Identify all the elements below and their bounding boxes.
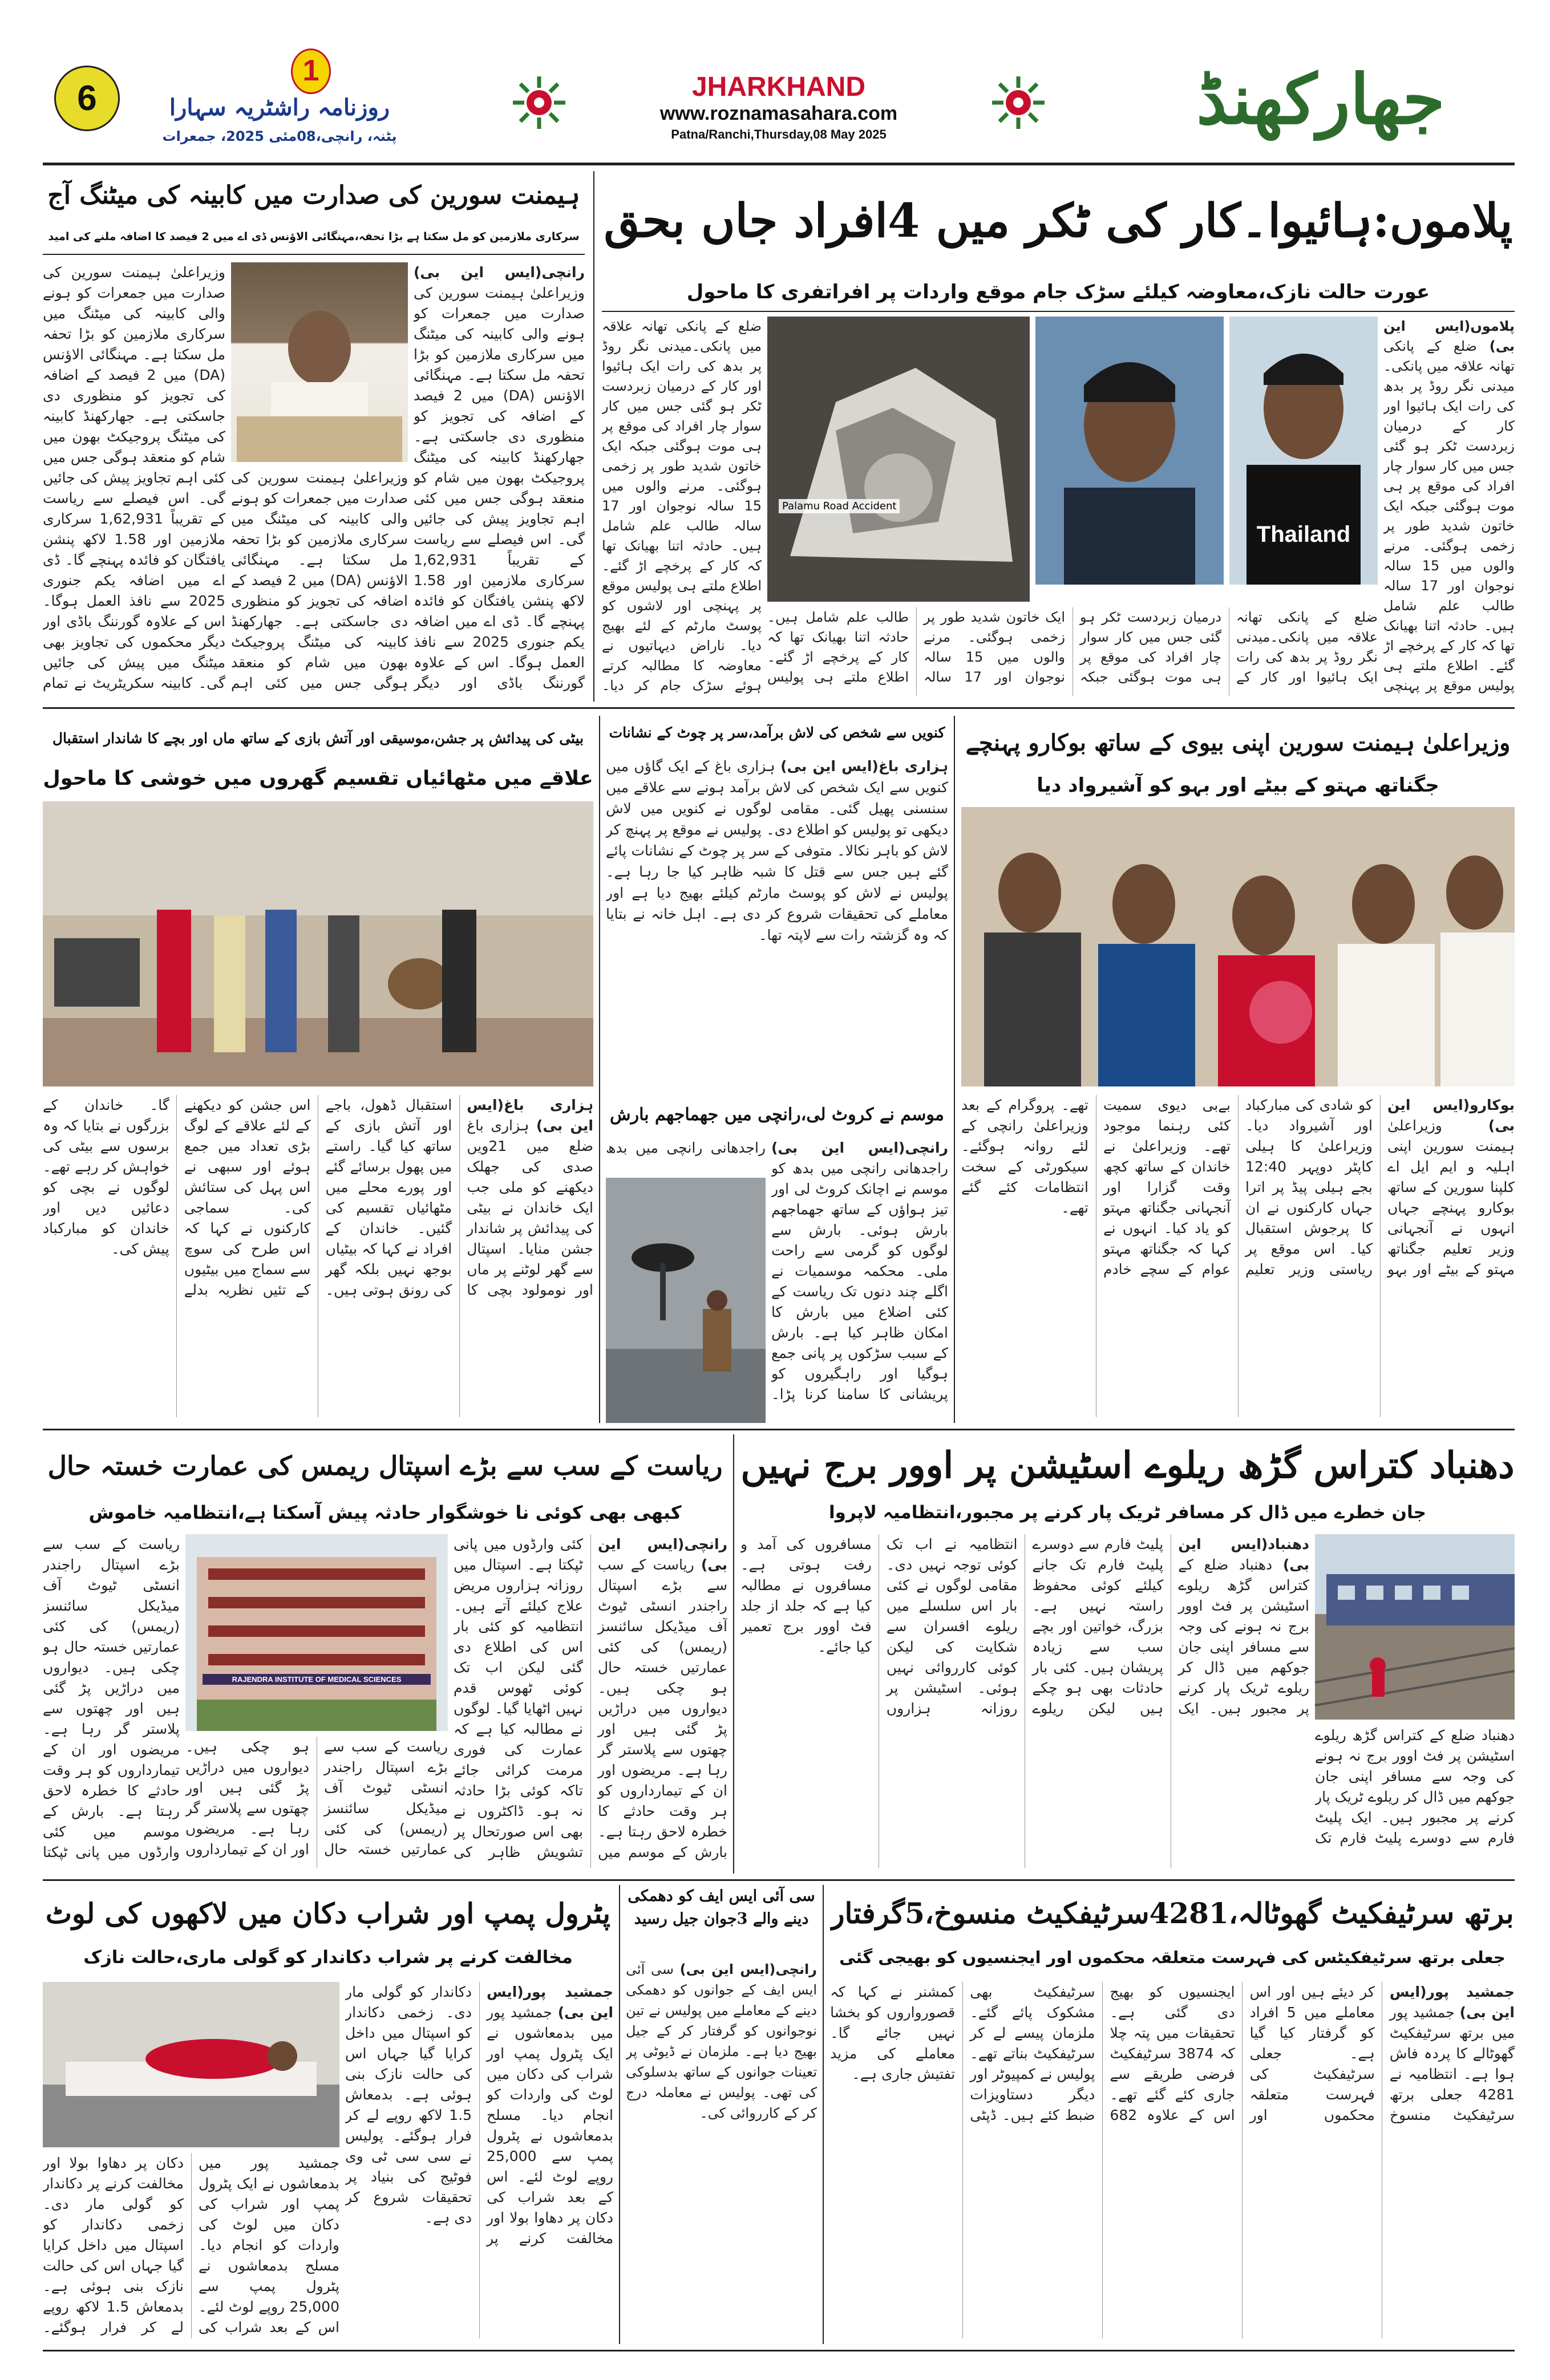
story-weather [606,1095,948,1423]
headline: موسم نے کروٹ لی،رانچی میں جھماجھم بارش [610,1105,944,1125]
row-rule [43,1429,1515,1430]
article-text: ہزاری باغ ضلع میں 21ویں صدی کی جھلک دیکھنے کو ملی جب ایک خاندان نے بیٹی کی پیدائش پر شاندار جشن منایا۔ اسپتال سے گھر لوٹنے پر ماں اور نومولود بچی کا استقبال ڈھول، باجے اور آتش بازی کے ساتھ کیا گیا۔ راستے میں پھول برسائے گئے اور پورے محلے میں مٹھائیاں تقسیم کی گئیں۔ خاندان کے افراد نے کہا کہ بیٹیاں بوجھ نہیں بلکہ گھر کی رونق ہوتی ہیں۔ اس جشن کو دیکھنے کے لئے علاقے کے لوگ بڑی تعداد میں جمع ہوئے اور سبھی نے اس پہل کی ستائش کی۔ سماجی کارکنوں نے کہا کہ اس طرح کی سوچ سے سماج میں بیٹیوں کے تئیں نظریہ بدلے گا۔ خاندان کے بزرگوں نے بتایا کہ وہ برسوں سے بیٹی کی خواہش کر رہے تھے۔ لوگوں نے بچی کو دعائیں دیں اور خاندان کو مبارکباد پیش کی۔ [43,1097,593,1298]
dateline: جمشید پور(ایس این بی) [487,1984,613,2021]
dateline: رانچی(ایس این بی) [598,1536,727,1573]
article-body [43,1095,593,1417]
headline: ہیمنت سورین کی صدارت میں کابینہ کی میٹنگ آج [47,181,580,210]
column-rule [593,171,594,702]
dateline: ہزاری باغ(ایس این بی) [780,758,948,775]
column-rule [733,1434,734,1874]
logo-wordmark: روزنامہ راشٹریہ سہارا [169,94,390,121]
story-certificate [830,1885,1515,2344]
cm-family-photo [961,807,1515,1086]
story-hospital [43,1434,727,1874]
subhead: جان خطرے میں ڈال کر مسافر ٹریک پار کرنے پر مجبور،انتظامیہ لاپروا [829,1502,1426,1523]
masthead-dateline-urdu: پٹنہ، رانچی،08مئی 2025، جمعرات [162,128,397,144]
article-body [961,1095,1515,1417]
article-body [740,1534,1309,1868]
article-text: سی آئی ایس ایف کے جوانوں کو دھمکی دینے کے معاملے میں پولیس نے تین نوجوانوں کو گرفتار کر کے جیل بھیج دیا ہے۔ ملزمان نے ڈیوٹی پر تعینات جوانوں کے ساتھ بدسلوکی کی تھی۔ پولیس نے معاملہ درج کر کے کارروائی کی۔ [626,1961,817,2121]
article-text-continued: ریاست کے سب سے بڑے اسپتال راجندر انسٹی ٹیوٹ آف میڈیکل سائنسز (ریمس) کی کئی عمارتیں خستہ حال ہو چکی ہیں۔ دیواروں میں دراڑیں پڑ گئی ہیں اور چھتوں سے پلاستر گر رہا ہے۔ مریضوں اور ان کے تیمارداروں کو ہر وقت حادثے کا خطرہ لاحق رہتا ہے۔ بارش کے موسم میں کئی وارڈوں میں پانی ٹپکتا [43,1536,180,1860]
headline: سی آئی ایس ایف کو دھمکی دینے والے 3جوان جیل رسید [628,1887,815,1928]
story-palamu [602,171,1515,702]
article-text: وزیراعلیٰ ہیمنت سورین کی صدارت میں جمعرات کو ہونے والی کابینہ کی میٹنگ میں سرکاری ملازمین کو بڑا تحفہ مل سکتا ہے۔ مہنگائی الاؤنس (DA) میں 2 فیصد کے اضافہ کی تجویز کو منظوری دی جاسکتی ہے۔ جھارکھنڈ کابینہ کی میٹنگ پروجیکٹ بھون میں شام کو منعقد ہوگی جس میں کئی اہم تجاویز پیش کی جائیں گی۔ اس فیصلے سے ریاست کے تقریباً 1,62,931 سرکاری ملازمین اور 1.58 لاکھ پنشن یافتگان کو فائدہ پہنچے گا۔ ڈی اے میں اضافہ یکم جنوری 2025 سے نافذ العمل ہوگا۔ اس کے علاوہ گورننگ باڈی اور دیگر [414,285,585,691]
logo-one-icon: 1 [291,48,331,94]
dateline-en: Patna/Ranchi,Thursday,08 May 2025 [671,127,887,141]
article-body-under-photo [231,468,408,696]
victim-hospital-photo [43,1982,339,2147]
article-text: وزیراعلیٰ ہیمنت سورین اپنی اہلیہ و ایم ایل اے کلپنا سورین کے ساتھ بوکارو پہنچے جہاں انہوں نے آنجہانی وزیر تعلیم جگناتھ مہتو کے بیٹے اور بہو کو شادی کی مبارکباد اور آشیرواد دیا۔ وزیراعلیٰ کا ہیلی کاپٹر دوپہر 12:40 بجے ہیلی پیڈ پر اترا جہاں کارکنوں نے ان کا پرجوش استقبال کیا۔ اس موقع پر ریاستی وزیر تعلیم بےبی دیوی سمیت کئی رہنما موجود تھے۔ وزیراعلیٰ نے خاندان کے ساتھ کچھ وقت گزارا اور آنجہانی جگناتھ مہتو کو یاد کیا۔ انہوں نے کہا کہ جگناتھ مہتو عوام کے سچے خادم تھے۔ پروگرام کے بعد وزیراعلیٰ رانچی کے لئے روانہ ہوگئے۔ سیکورٹی کے سخت انتظامات کئے گئے تھے۔ [961,1097,1515,1278]
masthead [43,43,1515,157]
row-rule [43,707,1515,709]
subhead: کبھی بھی کوئی نا خوشگوار حادثہ پیش آسکتا ہے،انتظامیہ خاموش [88,1502,682,1523]
dateline: بوکارو(ایس این بی) [1387,1097,1515,1134]
headline: ریاست کے سب سے بڑے اسپتال ریمس کی عمارت خستہ حال [47,1450,723,1481]
tshirt-text: Thailand [1256,522,1351,547]
article-text: ریاست کے سب سے بڑے اسپتال راجندر انسٹی ٹیوٹ آف میڈیکل سائنسز (ریمس) کی کئی عمارتیں خستہ حال ہو چکی ہیں۔ دیواروں میں دراڑیں پڑ گئی ہیں اور چھتوں سے پلاستر گر رہا ہے۔ مریضوں اور ان کے تیمارداروں کو ہر وقت حادثے کا خطرہ لاحق رہتا ہے۔ بارش کے موسم میں کئی وارڈوں میں پانی ٹپکتا ہے۔ اسپتال میں روزانہ ہزاروں مریض علاج کیلئے آتے ہیں۔ انتظامیہ کو کئی بار اس کی اطلاع دی گئی لیکن اب تک کوئی ٹھوس قدم نہیں اٹھایا گیا۔ لوگوں نے مطالبہ کیا ہے کہ عمارت کی فوری مرمت کرائی جائے تاکہ کوئی بڑا حادثہ نہ ہو۔ ڈاکٹروں نے بھی اس صورتحال پر تشویش ظاہر کی [454,1536,727,1860]
article-text-top: راجدھانی رانچی میں بدھ [606,1140,766,1156]
story-arrest [626,1885,817,2344]
accident-photo [767,317,1030,602]
subhead: علاقے میں مٹھائیاں تقسیم گھروں میں خوشی کا ماحول [43,767,593,790]
region-title-en: JHARKHAND [691,72,865,102]
headline: برتھ سرٹیفکیٹ گھوٹالہ،4281سرٹیفکیٹ منسوخ،5گرفتار [831,1896,1514,1930]
story-cm-bokaro [961,716,1515,1423]
subhead: عورت حالت نازک،معاوضہ کیلئے سڑک جام موقع واردات پر افراتفری کا ماحول [686,281,1430,303]
column-rule [823,1885,824,2344]
article-body [771,1138,948,1423]
region-title-urdu: جھارکھنڈ [1196,59,1445,140]
article-body-left [43,1534,180,1868]
article-body-right [345,1982,613,2338]
article-body-top [606,1138,766,1175]
article-text-continued: جمشید پور میں بدمعاشوں نے ایک پٹرول پمپ اور شراب کی دکان میں لوٹ کی واردات کو انجام دیا۔ مسلح بدمعاشوں نے پٹرول پمپ سے 25,000 روپے لوٹ لئے۔ اس کے بعد شراب کی دکان پر دھاوا بولا اور مخالفت کرنے پر دکاندار کو گولی مار دی۔ زخمی دکاندار کو اسپتال میں داخل کرایا گیا جہاں اس کی حالت نازک بنی ہوئی ہے۔ بدمعاش 1.5 لاکھ روپے لے کر فرار ہوگئے۔ [43,2155,339,2336]
website-url: www.roznamasahara.com [659,103,898,124]
article-body [606,756,948,1092]
article-text-under-photo: ریاست کے سب سے بڑے اسپتال راجندر انسٹی ٹیوٹ آف میڈیکل سائنسز (ریمس) کی کئی عمارتیں خستہ حال ہو چکی ہیں۔ دیواروں میں دراڑیں پڑ گئی ہیں اور چھتوں سے پلاستر گر رہا ہے۔ مریضوں اور ان کے تیمارداروں [185,1738,448,1858]
headline: پلاموں:ہائیوا۔کار کی ٹکر میں 4افراد جاں بحق [604,194,1513,248]
headline: وزیراعلیٰ ہیمنت سورین اپنی بیوی کے ساتھ بوکارو پہنچے [965,729,1511,756]
bottom-rule [43,2350,1515,2351]
article-text: جمشید پور میں برتھ سرٹیفکیٹ گھوٹالے کا پردہ فاش ہوا ہے۔ انتظامیہ نے 4281 جعلی برتھ سرٹیفکیٹ منسوخ کر دیئے ہیں اور اس معاملے میں 5 افراد کو گرفتار کیا گیا ہے۔ جعلی سرٹیفکیٹ کی فہرست متعلقہ محکموں اور ایجنسیوں کو بھیج دی گئی ہے۔ تحقیقات میں پتہ چلا کہ 3874 سرٹیفکیٹ فرضی طریقے سے جاری کئے گئے تھے۔ اس کے علاوہ 682 سرٹیفکیٹ بھی مشکوک پائے گئے۔ ملزمان پیسے لے کر سرٹیفکیٹ بناتے تھے۔ پولیس نے کمپیوٹر اور دیگر دستاویزات ضبط کئے ہیں۔ ڈپٹی کمشنر نے کہا کہ قصورواروں کو بخشا نہیں جائے گا۔ معاملے کی مزید تفتیش جاری ہے۔ [830,1984,1515,2123]
dateline: پلاموں(ایس این بی) [1383,318,1515,354]
article-body-left [43,262,225,696]
story-cabinet [43,171,585,702]
cabinet-photo [231,262,408,462]
article-body-right [1383,317,1515,696]
photo-caption: Palamu Road Accident [779,499,900,513]
article-text-continued: ضلع کے پانکی تھانہ علاقہ میں پانکی۔میدنی نگر روڈ پر بدھ کی رات ایک ہائیوا اور کار کے درمیان زبردست ٹکر ہو گئی جس میں کار سوار چار افراد کی موقع پر ہی موت ہوگئی جبکہ ایک خاتون شدید طور پر زخمی ہوگئی۔ مرنے والوں میں 15 سالہ نوجوان اور 17 سالہ طالب علم شامل ہیں۔ حادثہ اتنا بھیانک تھا کہ کار کے پرخچے اڑ گئے۔ اطلاع ملتے ہی پولیس موقع پر پہنچی اور لاشوں کو پوسٹ مارٹم کے لئے بھیج دیا۔ ناراض دیہاتیوں نے معاوضہ کا مطالبہ کرتے ہوئے سڑک جام کر دیا۔ [602,318,762,694]
article-text-bottom: ضلع کے پانکی تھانہ علاقہ میں پانکی۔میدنی نگر روڈ پر بدھ کی رات ایک ہائیوا اور کار کے درمیان زبردست ٹکر ہو گئی جس میں کار سوار چار افراد کی موقع پر ہی موت ہوگئی جبکہ ایک خاتون شدید طور پر زخمی ہوگئی۔ مرنے والوں میں 15 سالہ نوجوان اور 17 سالہ طالب علم شامل ہیں۔ حادثہ اتنا بھیانک تھا کہ کار کے پرخچے اڑ گئے۔ اطلاع ملتے ہی پولیس [767,609,1378,685]
sahara-emblem-right [990,74,1047,131]
article-text-under-photo: دھنباد ضلع کے کتراس گڑھ ریلوے اسٹیشن پر فٹ اوور برج نہ ہونے کی وجہ سے مسافر اپنی جان جوکھم میں ڈال کر ریلوے ٹریک پار کرنے پر مجبور ہیں۔ ایک پلیٹ فارم سے دوسرے پلیٹ فارم تک [1315,1727,1515,1846]
dateline: جمشید پور(ایس این بی) [1389,1984,1515,2021]
article-body-bottom [767,607,1378,696]
article-body-right [454,1534,727,1868]
masthead-rule [43,163,1515,165]
article-text: جمشید پور میں بدمعاشوں نے ایک پٹرول پمپ اور شراب کی دکان میں لوٹ کی واردات کو انجام دیا۔ مسلح بدمعاشوں نے پٹرول پمپ سے 25,000 روپے لوٹ لئے۔ اس کے بعد شراب کی دکان پر دھاوا بولا اور مخالفت کرنے پر دکاندار کو گولی مار دی۔ زخمی دکاندار کو اسپتال میں داخل کرایا گیا جہاں اس کی حالت نازک بنی ہوئی ہے۔ بدمعاش 1.5 لاکھ روپے لے کر فرار ہوگئے۔ پولیس نے سی سی ٹی وی فوٹیج کی بنیاد پر تحقیقات شروع کر دی ہے۔ [345,1984,613,2247]
column-rule [619,1885,620,2344]
story-petrol [43,1885,613,2344]
hospital-photo [185,1534,448,1731]
headline: دھنباد کتراس گڑھ ریلوے اسٹیشن پر اوور برج نہیں [740,1444,1515,1487]
divider [43,254,585,255]
row-rule [43,1879,1515,1881]
dateline: رانچی(ایس این بی) [414,264,585,281]
sahara-logo [137,48,422,154]
column-rule [599,716,600,1423]
headline: کنویں سے شخص کی لاش برآمد،سر پر چوٹ کے نشانات [609,724,945,741]
subhead: جعلی برتھ سرٹیفکیٹس کی فہرست متعلقہ محکموں اور ایجنسیوں کو بھیجی گئی [839,1948,1506,1967]
article-text-continued: وزیراعلیٰ ہیمنت سورین کی صدارت میں جمعرات کو ہونے والی کابینہ کی میٹنگ میں سرکاری ملازمین کو بڑا تحفہ مل سکتا ہے۔ مہنگائی الاؤنس (DA) میں 2 فیصد کے اضافہ کی تجویز کو منظوری دی جاسکتی ہے۔ جھارکھنڈ کابینہ کی میٹنگ پروجیکٹ بھون میں شام کو منعقد ہوگی جس میں کئی اہم تجاویز پیش کی جائیں گی۔ اس فیصلے سے ریاست کے تقریباً 1,62,931 سرکاری ملازمین اور 1.58 لاکھ پنشن یافتگان کو فائدہ پہنچے گا۔ ڈی اے میں اضافہ یکم جنوری 2025 سے نافذ العمل ہوگا۔ اس کے علاوہ گورننگ باڈی اور دیگر محکموں کی تجاویز بھی میٹنگ میں پیش کی جائیں گی۔ کابینہ سکریٹریٹ نے تمام [43,264,225,691]
article-body-left [602,317,762,696]
dateline: رانچی(ایس این بی) [679,1961,817,1977]
subhead: مخالفت کرنے پر شراب دکاندار کو گولی ماری،حالت نازک [83,1947,573,1968]
article-body [830,1982,1515,2338]
article-body-right [414,262,585,696]
story-railway [740,1434,1515,1874]
page-number-badge: 6 [54,66,120,131]
article-body-under-photo [185,1737,448,1868]
article-text: دھنباد ضلع کے کتراس گڑھ ریلوے اسٹیشن پر فٹ اوور برج نہ ہونے کی وجہ سے مسافر اپنی جان جوکھم میں ڈال کر ریلوے ٹریک پار کرنے پر مجبور ہیں۔ ایک پلیٹ فارم سے دوسرے پلیٹ فارم تک جانے کیلئے کوئی محفوظ راستہ نہیں ہے۔ بزرگ، خواتین اور بچے سب سے زیادہ پریشان ہیں۔ کئی بار حادثات بھی ہو چکے ہیں لیکن ریلوے انتظامیہ نے اب تک کوئی توجہ نہیں دی۔ مقامی لوگوں نے کئی بار اس سلسلے میں ریلوے افسران سے شکایت کی لیکن کوئی کارروائی نہیں ہوئی۔ اسٹیشن پر روزانہ ہزاروں مسافروں کی آمد و رفت ہوتی ہے۔ مسافروں نے مطالبہ کیا ہے کہ جلد از جلد فٹ اوور برج تعمیر کیا جائے۔ [740,1536,1309,1717]
article-text-under-photo: وزیراعلیٰ ہیمنت سورین کی صدارت میں جمعرات کو ہونے والی کابینہ کی میٹنگ میں سرکاری ملازمین کو بڑا تحفہ مل سکتا ہے۔ مہنگائی الاؤنس (DA) میں 2 فیصد کے اضافہ کی تجویز کو منظوری دی جاسکتی ہے۔ جھارکھنڈ کابینہ کی میٹنگ پروجیکٹ بھون میں شام کو منعقد ہوگی جس میں کئی اہم [231,469,408,691]
sahara-emblem-left [511,74,568,131]
subhead: سرکاری ملازمین کو مل سکتا ہے بڑا تحفہ،مہنگائی الاؤنس ڈی اے میں 2 فیصد کا اضافہ ملنے کی امید [48,230,580,243]
railway-photo [1315,1534,1515,1720]
story-birth [43,716,593,1423]
celebration-photo [43,801,593,1086]
article-body-under-photo [1315,1725,1515,1868]
article-text: راجدھانی رانچی میں بدھ کو موسم نے اچانک کروٹ لی اور تیز ہواؤں کے ساتھ جھماجھم بارش ہوئی۔ بارش سے لوگوں کو گرمی سے راحت ملی۔ محکمہ موسمیات نے اگلے چند دنوں تک ریاست کے کئی اضلاع میں بارش کا امکان ظاہر کیا ہے۔ بارش کے سبب سڑکوں پر پانی جمع ہوگیا اور راہگیروں کو پریشانی کا سامنا کرنا پڑا۔ [771,1160,948,1402]
headline: پٹرول پمپ اور شراب دکان میں لاکھوں کی لوٹ [45,1897,611,1930]
victim-photo-2 [1229,317,1378,585]
article-text: ضلع کے پانکی تھانہ علاقہ میں پانکی۔میدنی نگر روڈ پر بدھ کی رات ایک ہائیوا اور کار کے درمیان زبردست ٹکر ہو گئی جس میں کار سوار چار افراد کی موقع پر ہی موت ہوگئی جبکہ ایک خاتون شدید طور پر زخمی ہوگئی۔ مرنے والوں میں 15 سالہ نوجوان اور 17 سالہ طالب علم شامل ہیں۔ حادثہ اتنا بھیانک تھا کہ کار کے پرخچے اڑ گئے۔ اطلاع ملتے ہی پولیس موقع پر پہنچی [1383,338,1515,694]
subhead: جگناتھ مہتو کے بیٹے اور بہو کو آشیرواد دیا [1037,774,1439,797]
dateline: دھنباد(ایس این بی) [1178,1536,1309,1573]
article-body [626,1959,817,2338]
rain-photo [606,1178,766,1423]
divider [602,311,1515,312]
article-body-left [43,2153,339,2338]
article-text: ہزاری باغ کے ایک گاؤں میں کنویں سے ایک شخص کی لاش برآمد ہونے سے علاقے میں سنسنی پھیل گئی۔ مقامی لوگوں نے کنویں میں لاش دیکھی تو پولیس کو اطلاع دی۔ پولیس نے موقع پر پہنچ کر لاش کو باہر نکالا۔ متوفی کے سر پر چوٹ کے نشانات پائے گئے ہیں جس سے قتل کا شبہ ظاہر کیا جا رہا ہے۔ پولیس نے لاش کو پوسٹ مارٹم کیلئے بھیج دیا ہے اور معاملے کی تحقیقات شروع کر دی ہے۔ اہل خانہ نے بتایا کہ وہ گزشتہ رات سے لاپتہ تھا۔ [606,758,948,943]
building-sign: RAJENDRA INSTITUTE OF MEDICAL SCIENCES [203,1674,431,1685]
story-well [606,716,948,1092]
column-rule [954,716,955,1423]
dateline: رانچی(ایس این بی) [771,1140,948,1156]
dateline: ہزاری باغ(ایس این بی) [467,1097,593,1134]
victim-photo-1 [1035,317,1224,585]
headline: بیٹی کی پیدائش پر جشن،موسیقی اور آتش بازی کے ساتھ ماں اور بچے کا شاندار استقبال [52,730,584,747]
